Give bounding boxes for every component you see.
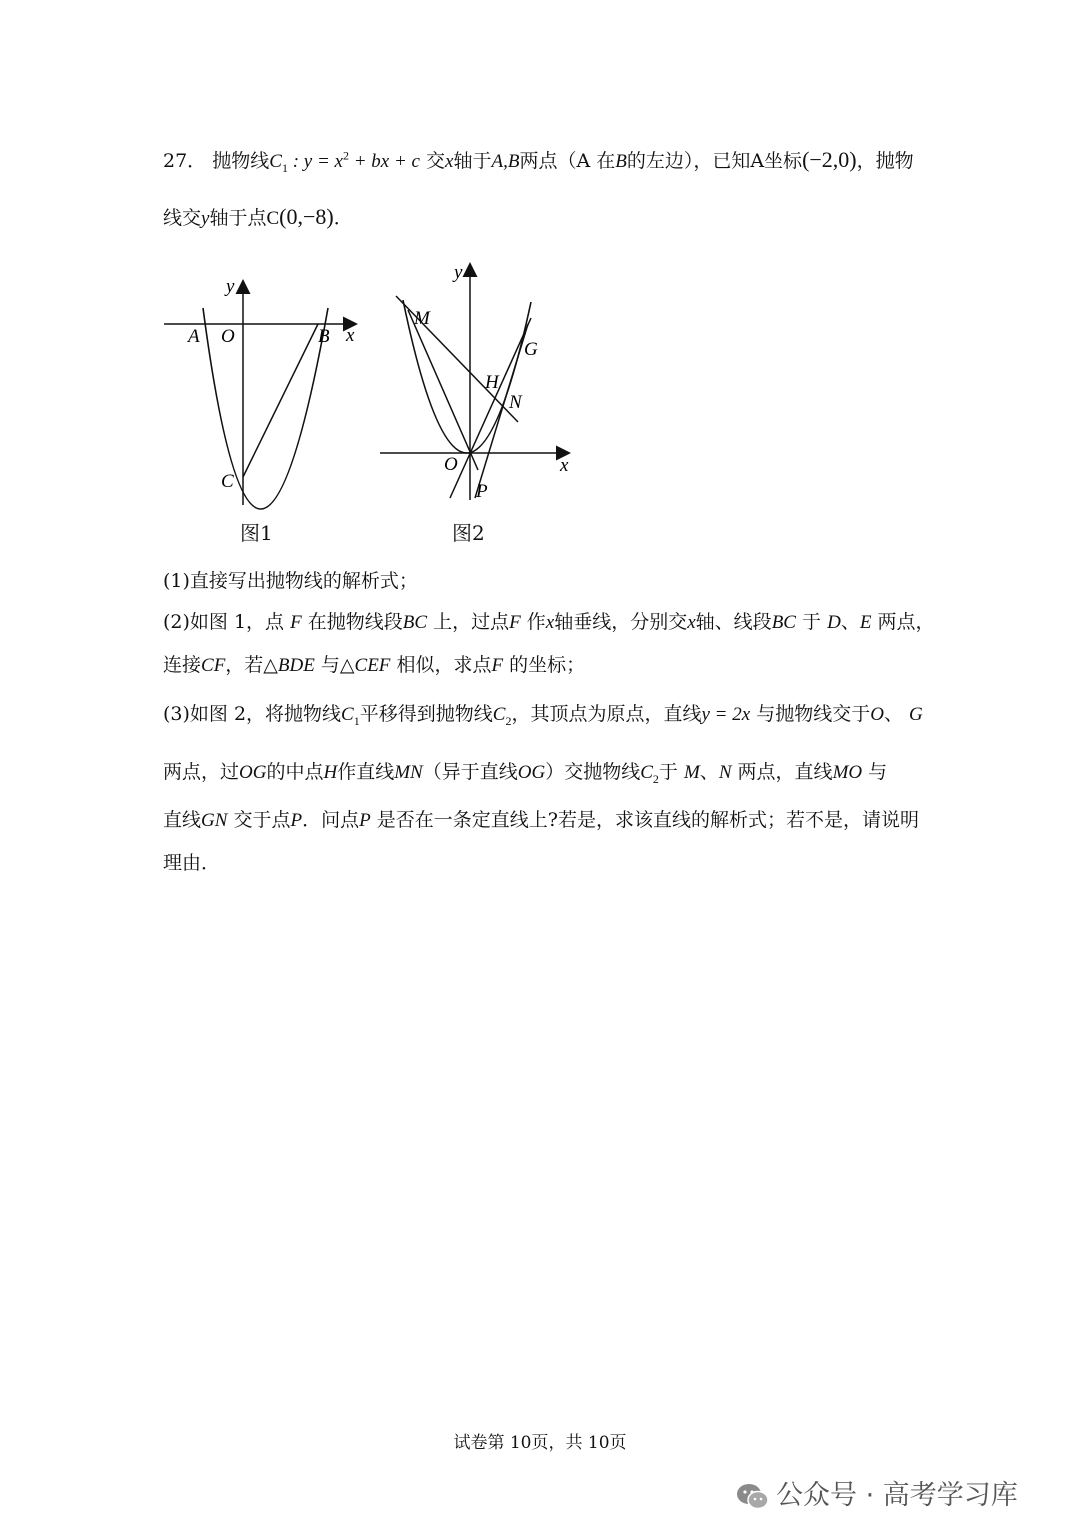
text: 两点，直线 — [737, 761, 833, 783]
var-c1: $C_1$ — [269, 151, 288, 175]
text: 与 — [868, 761, 888, 783]
part-3-line-4: 理由． — [163, 852, 221, 874]
part-2-line-2 — [163, 650, 585, 677]
text: 、 — [840, 611, 860, 633]
var-g: G — [909, 704, 923, 725]
var-p: P — [290, 810, 303, 831]
label-y: y — [454, 262, 463, 283]
text: ，其顶点为原点，直线 — [511, 703, 702, 725]
text: 的坐标； — [509, 654, 586, 676]
var-f: F — [491, 655, 504, 676]
text: 的左边），已知A坐标 — [626, 150, 803, 172]
text: 轴、线段 — [695, 611, 772, 633]
label-y: y — [226, 276, 235, 297]
text: 轴垂线，分别交 — [554, 611, 688, 633]
var-d: D — [827, 612, 841, 633]
part-2-line-1 — [163, 607, 935, 634]
part-1: (1)直接写出抛物线的解析式； — [163, 570, 418, 592]
var-og: OG — [239, 762, 267, 783]
text: （异于直线 — [422, 761, 518, 783]
text: (2)如图 1，点 — [163, 611, 285, 633]
text: 平移得到抛物线 — [359, 703, 493, 725]
stem-line-1 — [163, 146, 914, 176]
var-og: OG — [517, 762, 546, 783]
var-c2: $C_2$ — [492, 704, 512, 728]
text: 交 — [426, 150, 446, 172]
text: 、 — [883, 703, 903, 725]
text: 直线 — [163, 809, 202, 831]
equation: y = 2x — [701, 704, 751, 725]
var-bde: BDE — [277, 655, 315, 676]
var-x: x — [687, 612, 696, 633]
var-e: E — [859, 612, 872, 633]
text: ，若△ — [225, 654, 278, 676]
coord-a: (−2,0) — [802, 147, 857, 172]
var-c: C — [266, 208, 280, 229]
text: 与抛物线交于 — [756, 703, 871, 725]
text: ． — [333, 207, 353, 229]
text: (3)如图 2，将抛物线 — [163, 703, 342, 725]
part-3-line-2 — [163, 757, 887, 787]
var-cf: CF — [201, 655, 226, 676]
text: 上，过点 — [433, 611, 510, 633]
var-mo: MO — [832, 762, 863, 783]
coord-c: (0,−8) — [279, 204, 334, 229]
var-f: F — [290, 612, 302, 633]
text: 两点，过 — [163, 761, 240, 783]
text: 的中点 — [266, 761, 324, 783]
label-a: A — [188, 326, 200, 347]
wechat-icon — [736, 1482, 770, 1512]
text: 相似，求点 — [396, 654, 492, 676]
var-x: x — [445, 151, 454, 172]
line-mo — [408, 310, 478, 470]
text: ，抛物 — [856, 150, 914, 172]
label-g: G — [524, 339, 538, 360]
text: 于 — [802, 611, 822, 633]
figure-1 — [160, 270, 370, 520]
problem-number: 27． — [163, 150, 207, 172]
figure-2-caption: 图2 — [452, 521, 485, 545]
page-footer: 试卷第 10页，共 10页 — [453, 1433, 627, 1453]
var-m: M — [683, 762, 700, 783]
var-f: F — [509, 612, 521, 633]
var-bc: BC — [402, 612, 428, 633]
var-y: y — [201, 208, 210, 229]
segment-bc — [243, 324, 318, 477]
var-ab: A,B — [491, 151, 520, 172]
text: 与△ — [320, 654, 355, 676]
label-p: P — [476, 481, 488, 502]
label-x: x — [560, 455, 569, 476]
text: 两点（A 在 — [519, 150, 616, 172]
text: 在抛物线段 — [307, 611, 403, 633]
var-cef: CEF — [354, 655, 391, 676]
var-c2: $C_2$ — [640, 762, 659, 786]
part-3-line-3 — [163, 805, 919, 832]
text: 连接 — [163, 654, 202, 676]
figure-1-caption: 图1 — [240, 521, 273, 545]
label-x: x — [346, 325, 355, 346]
var-mn: MN — [394, 762, 423, 783]
var-h: H — [323, 762, 338, 783]
var-x: x — [545, 612, 555, 633]
label-n: N — [509, 392, 522, 413]
text: 抛物线 — [212, 150, 270, 172]
text: 线交 — [163, 207, 202, 229]
stem-line-2 — [163, 203, 353, 230]
var-c1: $C_1$ — [341, 704, 360, 728]
text: 两点， — [877, 611, 935, 633]
var-p: P — [359, 810, 371, 831]
text: 轴于 — [453, 150, 492, 172]
var-n: N — [718, 762, 732, 783]
text: 于 — [658, 761, 678, 783]
equation: : $y = x^2$ + bx + c — [287, 148, 420, 172]
var-bc: BC — [771, 612, 796, 633]
label-c: C — [221, 471, 234, 492]
label-b: B — [318, 326, 330, 347]
text: 作 — [526, 611, 546, 633]
var-gn: GN — [201, 810, 228, 831]
figure-2 — [378, 260, 578, 510]
text: ）交抛物线 — [545, 761, 641, 783]
text: 轴于点 — [209, 207, 267, 229]
text: ．问点 — [302, 809, 360, 831]
var-o: O — [870, 704, 884, 725]
part-3-line-1 — [163, 699, 923, 729]
label-o: O — [221, 326, 235, 347]
var-b: B — [615, 151, 627, 172]
watermark — [736, 1473, 1018, 1512]
text: 是否在一条定直线上?若是，求该直线的解析式；若不是，请说明 — [376, 809, 919, 831]
text: 交于点 — [233, 809, 291, 831]
label-o: O — [444, 454, 458, 475]
label-m: M — [414, 308, 430, 329]
label-h: H — [485, 372, 499, 393]
watermark-text: 公众号 · 高考学习库 — [776, 1480, 1018, 1511]
text: 、 — [699, 761, 719, 783]
text: 作直线 — [337, 761, 395, 783]
